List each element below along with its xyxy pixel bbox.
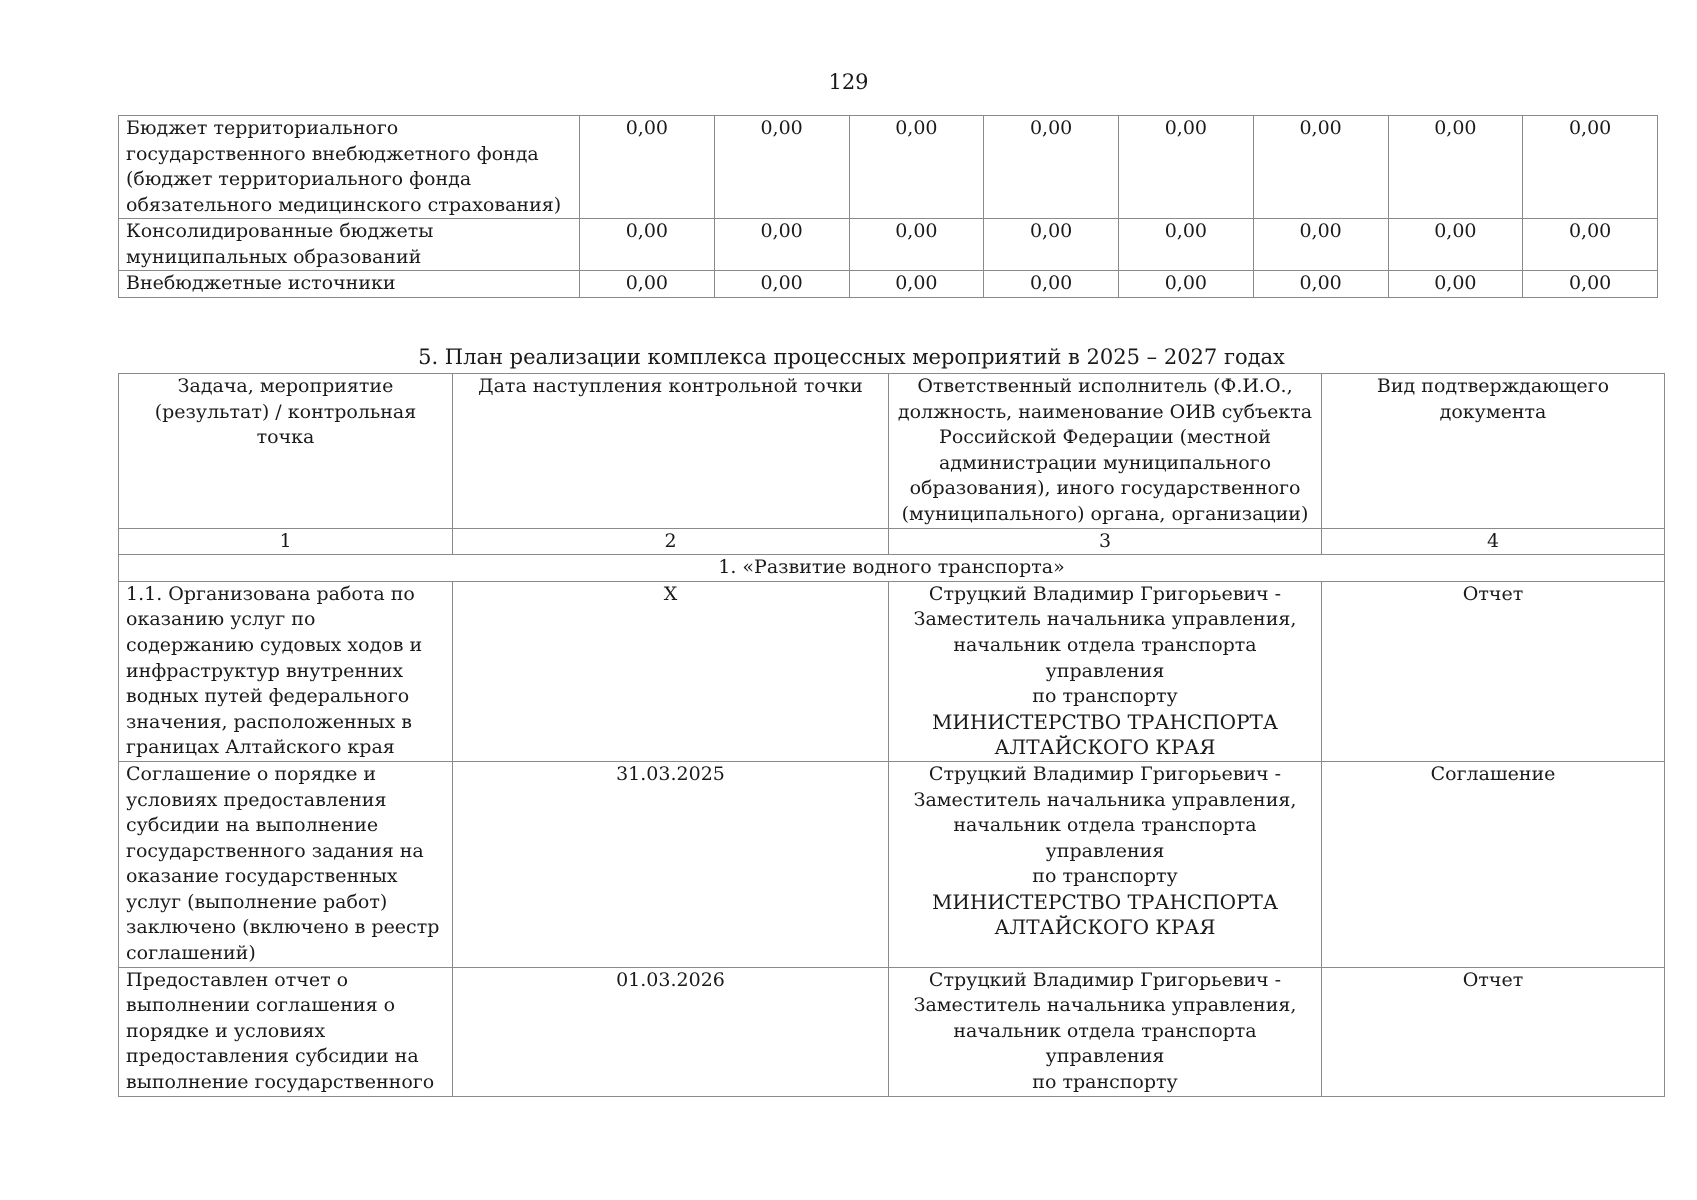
budget-value-cell: 0,00 (984, 271, 1119, 298)
executor-name: Струцкий Владимир Григорьевич - Заместитель начальника управления, начальник отдела транспорта управления по транспорту (913, 762, 1297, 888)
document-cell: Отчет (1322, 581, 1665, 761)
plan-row (119, 967, 1665, 1096)
budget-value-cell: 0,00 (1253, 219, 1388, 271)
budget-value-cell: 0,00 (1523, 116, 1658, 219)
budget-table (118, 115, 1658, 298)
column-number: 3 (889, 528, 1322, 555)
header-date: Дата наступления контрольной точки (453, 374, 889, 529)
executor-name: Струцкий Владимир Григорьевич - Заместитель начальника управления, начальник отдела транспорта управления по транспорту (913, 968, 1297, 1094)
executor-name: Струцкий Владимир Григорьевич - Заместитель начальника управления, начальник отдела транспорта управления по транспорту (913, 582, 1297, 708)
budget-value-cell: 0,00 (849, 271, 984, 298)
date-cell: X (453, 581, 889, 761)
budget-value-cell: 0,00 (714, 219, 849, 271)
budget-row-label: Внебюджетные источники (119, 271, 580, 298)
budget-value-cell: 0,00 (849, 219, 984, 271)
date-cell: 31.03.2025 (453, 761, 889, 967)
task-cell: 1.1. Организована работа по оказанию услуг по содержанию судовых ходов и инфраструктур внутренних водных путей федерального значения, расположенных в границах Алтайского края (119, 581, 453, 761)
budget-value-cell: 0,00 (580, 116, 715, 219)
column-number: 4 (1322, 528, 1665, 555)
budget-value-cell: 0,00 (580, 219, 715, 271)
executor-cell (889, 581, 1322, 761)
document-cell: Отчет (1322, 967, 1665, 1096)
column-number: 2 (453, 528, 889, 555)
ministry-name: МИНИСТЕРСТВО ТРАНСПОРТА АЛТАЙСКОГО КРАЯ (931, 709, 1279, 760)
plan-table-body (119, 374, 1665, 1097)
budget-value-cell: 0,00 (1523, 271, 1658, 298)
budget-value-cell: 0,00 (1388, 219, 1523, 271)
budget-value-cell: 0,00 (1523, 219, 1658, 271)
budget-value-cell: 0,00 (714, 116, 849, 219)
budget-value-cell: 0,00 (984, 116, 1119, 219)
section-title: 5. План реализации комплекса процессных мероприятий в 2025 – 2027 годах (418, 345, 1285, 369)
date-cell: 01.03.2026 (453, 967, 889, 1096)
budget-value-cell: 0,00 (580, 271, 715, 298)
budget-value-cell: 0,00 (714, 271, 849, 298)
header-task: Задача, мероприятие (результат) / контрольная точка (119, 374, 453, 529)
budget-row (119, 116, 1658, 219)
task-cell: Предоставлен отчет о выполнении соглашения о порядке и условиях предоставления субсидии на выполнение государственного (119, 967, 453, 1096)
budget-row (119, 271, 1658, 298)
budget-value-cell: 0,00 (1119, 116, 1254, 219)
plan-header-row (119, 374, 1665, 529)
budget-value-cell: 0,00 (1119, 271, 1254, 298)
plan-row (119, 581, 1665, 761)
budget-value-cell: 0,00 (849, 116, 984, 219)
group-row (119, 555, 1665, 582)
column-numbers-row (119, 528, 1665, 555)
document-cell: Соглашение (1322, 761, 1665, 967)
budget-row-label: Бюджет территориального государственного внебюджетного фонда (бюджет территориального фонда обязательного медицинского страхования) (119, 116, 580, 219)
executor-cell (889, 761, 1322, 967)
header-document: Вид подтверждающего документа (1322, 374, 1665, 529)
executor-cell (889, 967, 1322, 1096)
budget-value-cell: 0,00 (1388, 116, 1523, 219)
budget-value-cell: 0,00 (1119, 219, 1254, 271)
page-number: 129 (828, 70, 869, 94)
budget-table-body (119, 116, 1658, 298)
header-executor: Ответственный исполнитель (Ф.И.О., должность, наименование ОИВ субъекта Российской Федерации (местной администрации муниципального образования), иного государственного (муниципального) органа, организации) (889, 374, 1322, 529)
group-title: 1. «Развитие водного транспорта» (119, 555, 1665, 582)
budget-value-cell: 0,00 (1253, 116, 1388, 219)
ministry-name: МИНИСТЕРСТВО ТРАНСПОРТА АЛТАЙСКОГО КРАЯ (931, 889, 1279, 940)
budget-row-label: Консолидированные бюджеты муниципальных образований (119, 219, 580, 271)
task-cell: Соглашение о порядке и условиях предоставления субсидии на выполнение государственного задания на оказание государственных услуг (выполнение работ) заключено (включено в реестр соглашений) (119, 761, 453, 967)
budget-value-cell: 0,00 (1253, 271, 1388, 298)
budget-row (119, 219, 1658, 271)
plan-row (119, 761, 1665, 967)
plan-table (118, 373, 1665, 1097)
budget-value-cell: 0,00 (984, 219, 1119, 271)
budget-value-cell: 0,00 (1388, 271, 1523, 298)
column-number: 1 (119, 528, 453, 555)
